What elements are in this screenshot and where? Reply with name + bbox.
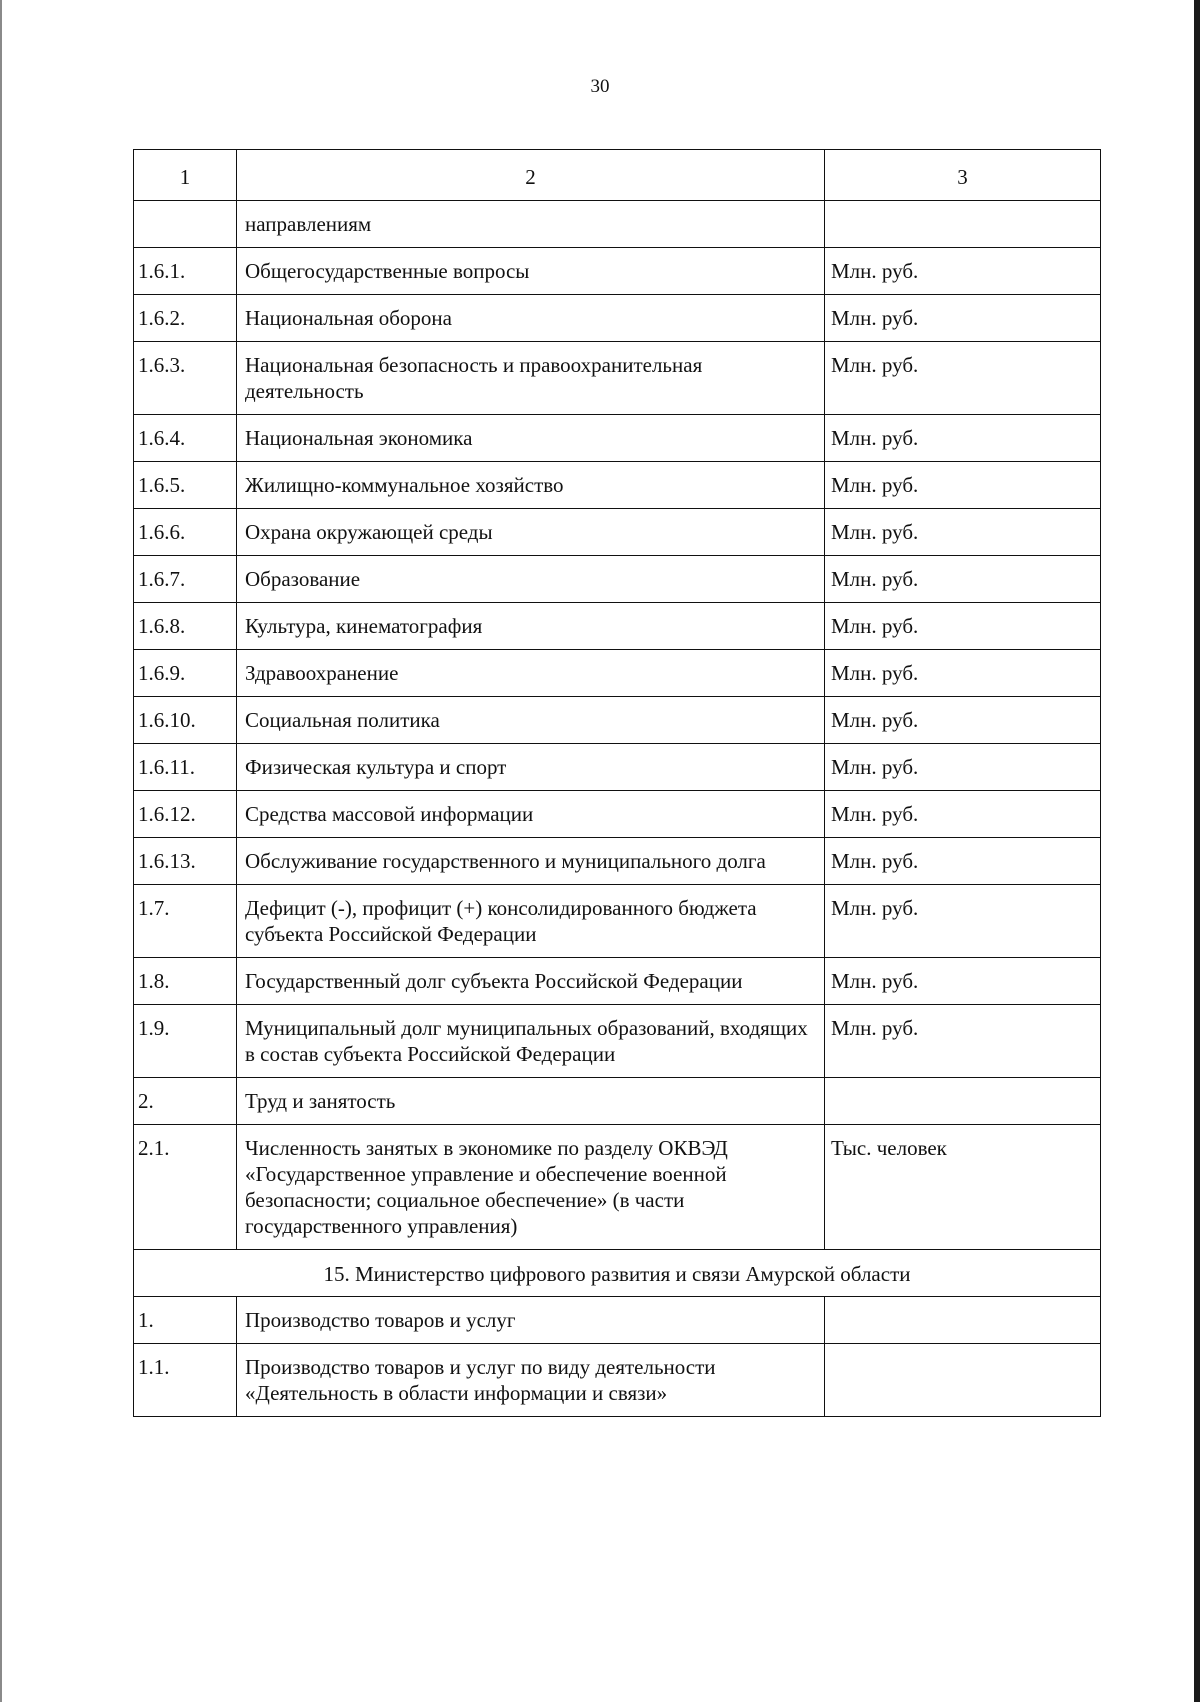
table-row	[134, 201, 1101, 248]
table-row	[134, 885, 1101, 958]
section-title-row	[134, 1250, 1101, 1297]
row-name: Культура, кинематография	[237, 603, 825, 650]
row-name: Жилищно-коммунальное хозяйство	[237, 462, 825, 509]
row-number: 1.6.2.	[134, 295, 237, 342]
table-row	[134, 295, 1101, 342]
table-row	[134, 1078, 1101, 1125]
data-table	[133, 149, 1101, 1417]
row-number: 1.7.	[134, 885, 237, 958]
row-number: 1.6.5.	[134, 462, 237, 509]
row-name: Производство товаров и услуг	[237, 1297, 825, 1344]
section-title: 15. Министерство цифрового развития и связи Амурской области	[134, 1250, 1101, 1297]
table-row	[134, 1125, 1101, 1250]
column-header-2: 2	[237, 150, 825, 201]
row-name: Государственный долг субъекта Российской Федерации	[237, 958, 825, 1005]
row-name: Общегосударственные вопросы	[237, 248, 825, 295]
table-row	[134, 744, 1101, 791]
row-name: Дефицит (-), профицит (+) консолидированного бюджета субъекта Российской Федерации	[237, 885, 825, 958]
row-unit	[825, 1297, 1101, 1344]
row-number: 1.6.1.	[134, 248, 237, 295]
table-row	[134, 1297, 1101, 1344]
row-number: 1.6.4.	[134, 415, 237, 462]
row-name: Производство товаров и услуг по виду деятельности «Деятельность в области информации и связи»	[237, 1344, 825, 1417]
row-name: Физическая культура и спорт	[237, 744, 825, 791]
row-unit: Млн. руб.	[825, 838, 1101, 885]
table-row	[134, 248, 1101, 295]
row-number: 1.6.7.	[134, 556, 237, 603]
row-name: Обслуживание государственного и муниципального долга	[237, 838, 825, 885]
row-name: Численность занятых в экономике по разделу ОКВЭД «Государственное управление и обеспечение военной безопасности; социальное обеспечение» (в части государственного управления)	[237, 1125, 825, 1250]
row-unit: Млн. руб.	[825, 556, 1101, 603]
table-row	[134, 958, 1101, 1005]
row-number: 2.	[134, 1078, 237, 1125]
row-name: Образование	[237, 556, 825, 603]
row-unit: Млн. руб.	[825, 462, 1101, 509]
table-row	[134, 342, 1101, 415]
row-name: Здравоохранение	[237, 650, 825, 697]
row-unit: Млн. руб.	[825, 248, 1101, 295]
table-row	[134, 462, 1101, 509]
row-number: 2.1.	[134, 1125, 237, 1250]
row-number: 1.1.	[134, 1344, 237, 1417]
row-unit	[825, 1344, 1101, 1417]
row-unit: Млн. руб.	[825, 791, 1101, 838]
row-unit	[825, 1078, 1101, 1125]
scan-edge-right	[1194, 0, 1200, 1702]
table-row	[134, 1344, 1101, 1417]
row-unit: Тыс. человек	[825, 1125, 1101, 1250]
row-name: Национальная оборона	[237, 295, 825, 342]
row-unit: Млн. руб.	[825, 697, 1101, 744]
table-row	[134, 697, 1101, 744]
row-unit: Млн. руб.	[825, 744, 1101, 791]
row-number	[134, 201, 237, 248]
row-number: 1.6.9.	[134, 650, 237, 697]
table-row	[134, 415, 1101, 462]
row-number: 1.6.6.	[134, 509, 237, 556]
table-row	[134, 1005, 1101, 1078]
row-name: Муниципальный долг муниципальных образований, входящих в состав субъекта Российской Федерации	[237, 1005, 825, 1078]
table-row	[134, 556, 1101, 603]
row-unit: Млн. руб.	[825, 885, 1101, 958]
row-name: Охрана окружающей среды	[237, 509, 825, 556]
row-name: Социальная политика	[237, 697, 825, 744]
row-unit: Млн. руб.	[825, 342, 1101, 415]
table-row	[134, 650, 1101, 697]
row-name: Национальная экономика	[237, 415, 825, 462]
row-number: 1.6.11.	[134, 744, 237, 791]
table-row	[134, 603, 1101, 650]
row-number: 1.6.10.	[134, 697, 237, 744]
row-number: 1.6.3.	[134, 342, 237, 415]
row-name: направлениям	[237, 201, 825, 248]
row-number: 1.6.12.	[134, 791, 237, 838]
row-unit: Млн. руб.	[825, 603, 1101, 650]
row-unit: Млн. руб.	[825, 295, 1101, 342]
column-header-3: 3	[825, 150, 1101, 201]
row-unit: Млн. руб.	[825, 958, 1101, 1005]
row-number: 1.8.	[134, 958, 237, 1005]
row-unit	[825, 201, 1101, 248]
row-unit: Млн. руб.	[825, 509, 1101, 556]
row-unit: Млн. руб.	[825, 1005, 1101, 1078]
row-unit: Млн. руб.	[825, 650, 1101, 697]
page-number: 30	[590, 76, 610, 97]
row-name: Национальная безопасность и правоохранительная деятельность	[237, 342, 825, 415]
table-row	[134, 791, 1101, 838]
row-number: 1.6.13.	[134, 838, 237, 885]
row-name: Труд и занятость	[237, 1078, 825, 1125]
row-number: 1.6.8.	[134, 603, 237, 650]
table-header-row	[134, 150, 1101, 201]
column-header-1: 1	[134, 150, 237, 201]
row-unit: Млн. руб.	[825, 415, 1101, 462]
row-number: 1.	[134, 1297, 237, 1344]
table-row	[134, 509, 1101, 556]
row-name: Средства массовой информации	[237, 791, 825, 838]
row-number: 1.9.	[134, 1005, 237, 1078]
scan-edge-left	[0, 0, 2, 1702]
table-row	[134, 838, 1101, 885]
